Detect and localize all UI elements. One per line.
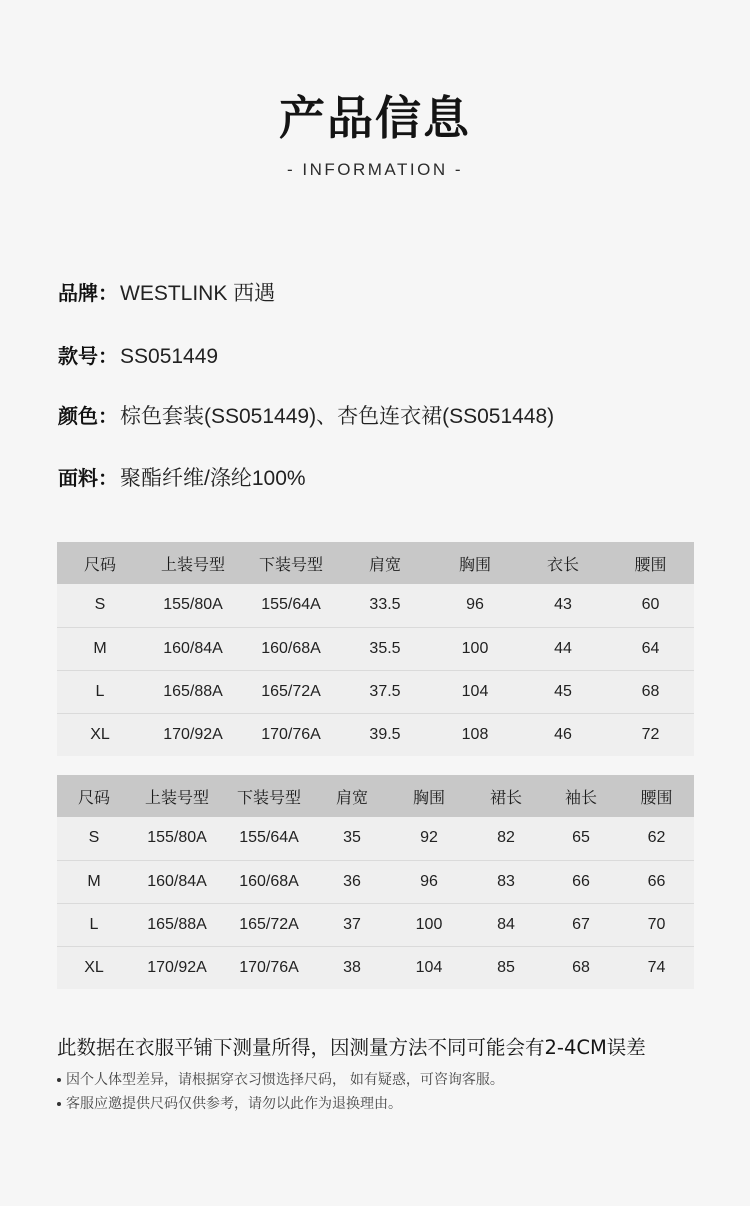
table-cell: 165/72A: [223, 903, 315, 946]
table-cell: 108: [431, 713, 519, 756]
table-cell: 100: [431, 627, 519, 670]
table-cell: 39.5: [339, 713, 431, 756]
measurement-note: 此数据在衣服平铺下测量所得，因测量方法不同可能会有2-4CM误差: [57, 1036, 646, 1059]
info-fabric-value: 聚酯纤维/涤纶100%: [120, 467, 306, 490]
size-table-dress: [57, 775, 694, 989]
info-fabric-label: 面料：: [58, 466, 118, 490]
table-header-cell: 上装号型: [143, 542, 243, 584]
info-color-label: 颜色：: [58, 404, 118, 428]
note-item: [57, 1093, 402, 1113]
info-brand: [58, 276, 275, 310]
table-cell: 100: [389, 903, 469, 946]
table-cell: 96: [431, 584, 519, 627]
table-cell: 43: [519, 584, 607, 627]
table-cell: 170/76A: [243, 713, 339, 756]
table-cell: 37: [315, 903, 389, 946]
table-cell: 170/92A: [131, 946, 223, 989]
table-cell: 104: [431, 670, 519, 713]
table-cell: 66: [619, 860, 694, 903]
table-cell: 165/88A: [143, 670, 243, 713]
table-cell: 68: [607, 670, 694, 713]
info-color-value: 棕色套装(SS051449)、杏色连衣裙(SS051448): [120, 405, 555, 428]
info-style-number: [58, 339, 218, 373]
table-cell: 160/68A: [223, 860, 315, 903]
table-cell: S: [57, 584, 143, 627]
table-cell: S: [57, 817, 131, 860]
table-cell: 62: [619, 817, 694, 860]
table-cell: 74: [619, 946, 694, 989]
table-row: [57, 903, 694, 946]
table-cell: 36: [315, 860, 389, 903]
table-cell: 160/84A: [131, 860, 223, 903]
table-cell: 67: [543, 903, 619, 946]
bullet-icon: [57, 1078, 61, 1082]
info-brand-value: WESTLINK 西遇: [120, 282, 276, 305]
table-header-row: [57, 775, 694, 817]
table-cell: 60: [607, 584, 694, 627]
table-cell: 66: [543, 860, 619, 903]
page-title: 产品信息: [279, 91, 471, 145]
table-header-cell: 袖长: [543, 775, 619, 817]
table-cell: 45: [519, 670, 607, 713]
table-cell: 92: [389, 817, 469, 860]
table-cell: 85: [469, 946, 543, 989]
table-header-cell: 裙长: [469, 775, 543, 817]
table-header-cell: 尺码: [57, 775, 131, 817]
table-cell: 170/76A: [223, 946, 315, 989]
table-cell: 65: [543, 817, 619, 860]
table-cell: 96: [389, 860, 469, 903]
info-style-number-value: SS051449: [120, 345, 219, 368]
table-header-cell: 腰围: [619, 775, 694, 817]
table-cell: XL: [57, 946, 131, 989]
table-cell: 160/68A: [243, 627, 339, 670]
note-item-text: 因个人体型差异，请根据穿衣习惯选择尺码， 如有疑惑，可咨询客服。: [66, 1071, 504, 1087]
table-cell: 160/84A: [143, 627, 243, 670]
table-cell: 33.5: [339, 584, 431, 627]
table-header-cell: 衣长: [519, 542, 607, 584]
table-cell: 155/64A: [243, 584, 339, 627]
bullet-icon: [57, 1102, 61, 1106]
table-cell: 37.5: [339, 670, 431, 713]
note-item: [57, 1069, 504, 1089]
note-item-text: 客服应邀提供尺码仅供参考，请勿以此作为退换理由。: [66, 1095, 402, 1111]
table-header-cell: 肩宽: [315, 775, 389, 817]
table-cell: 35: [315, 817, 389, 860]
info-fabric: [58, 461, 306, 495]
table-cell: 84: [469, 903, 543, 946]
table-cell: 46: [519, 713, 607, 756]
table-header-cell: 肩宽: [339, 542, 431, 584]
table-cell: 68: [543, 946, 619, 989]
table-row: [57, 627, 694, 670]
table-row: [57, 584, 694, 627]
table-cell: L: [57, 903, 131, 946]
table-cell: 64: [607, 627, 694, 670]
table-header-cell: 下装号型: [223, 775, 315, 817]
table-header-cell: 上装号型: [131, 775, 223, 817]
table-cell: 165/88A: [131, 903, 223, 946]
table-cell: 165/72A: [243, 670, 339, 713]
table-cell: 104: [389, 946, 469, 989]
table-cell: XL: [57, 713, 143, 756]
table-cell: 170/92A: [143, 713, 243, 756]
table-cell: M: [57, 627, 143, 670]
table-header-cell: 下装号型: [243, 542, 339, 584]
table-header-cell: 胸围: [431, 542, 519, 584]
info-style-number-label: 款号：: [58, 344, 118, 368]
table-cell: 82: [469, 817, 543, 860]
table-row: [57, 860, 694, 903]
table-row: [57, 946, 694, 989]
table-cell: 35.5: [339, 627, 431, 670]
table-cell: 155/64A: [223, 817, 315, 860]
table-cell: 38: [315, 946, 389, 989]
table-header-cell: 胸围: [389, 775, 469, 817]
table-cell: 155/80A: [143, 584, 243, 627]
table-row: [57, 670, 694, 713]
table-cell: 70: [619, 903, 694, 946]
table-row: [57, 713, 694, 756]
info-brand-label: 品牌：: [58, 281, 118, 305]
page-subtitle: - INFORMATION -: [287, 160, 463, 179]
table-cell: L: [57, 670, 143, 713]
table-cell: 155/80A: [131, 817, 223, 860]
table-cell: M: [57, 860, 131, 903]
size-table-suit: [57, 542, 694, 756]
table-header-row: [57, 542, 694, 584]
info-color: [58, 399, 554, 433]
table-header-cell: 尺码: [57, 542, 143, 584]
table-cell: 83: [469, 860, 543, 903]
table-row: [57, 817, 694, 860]
table-header-cell: 腰围: [607, 542, 694, 584]
table-cell: 72: [607, 713, 694, 756]
table-cell: 44: [519, 627, 607, 670]
